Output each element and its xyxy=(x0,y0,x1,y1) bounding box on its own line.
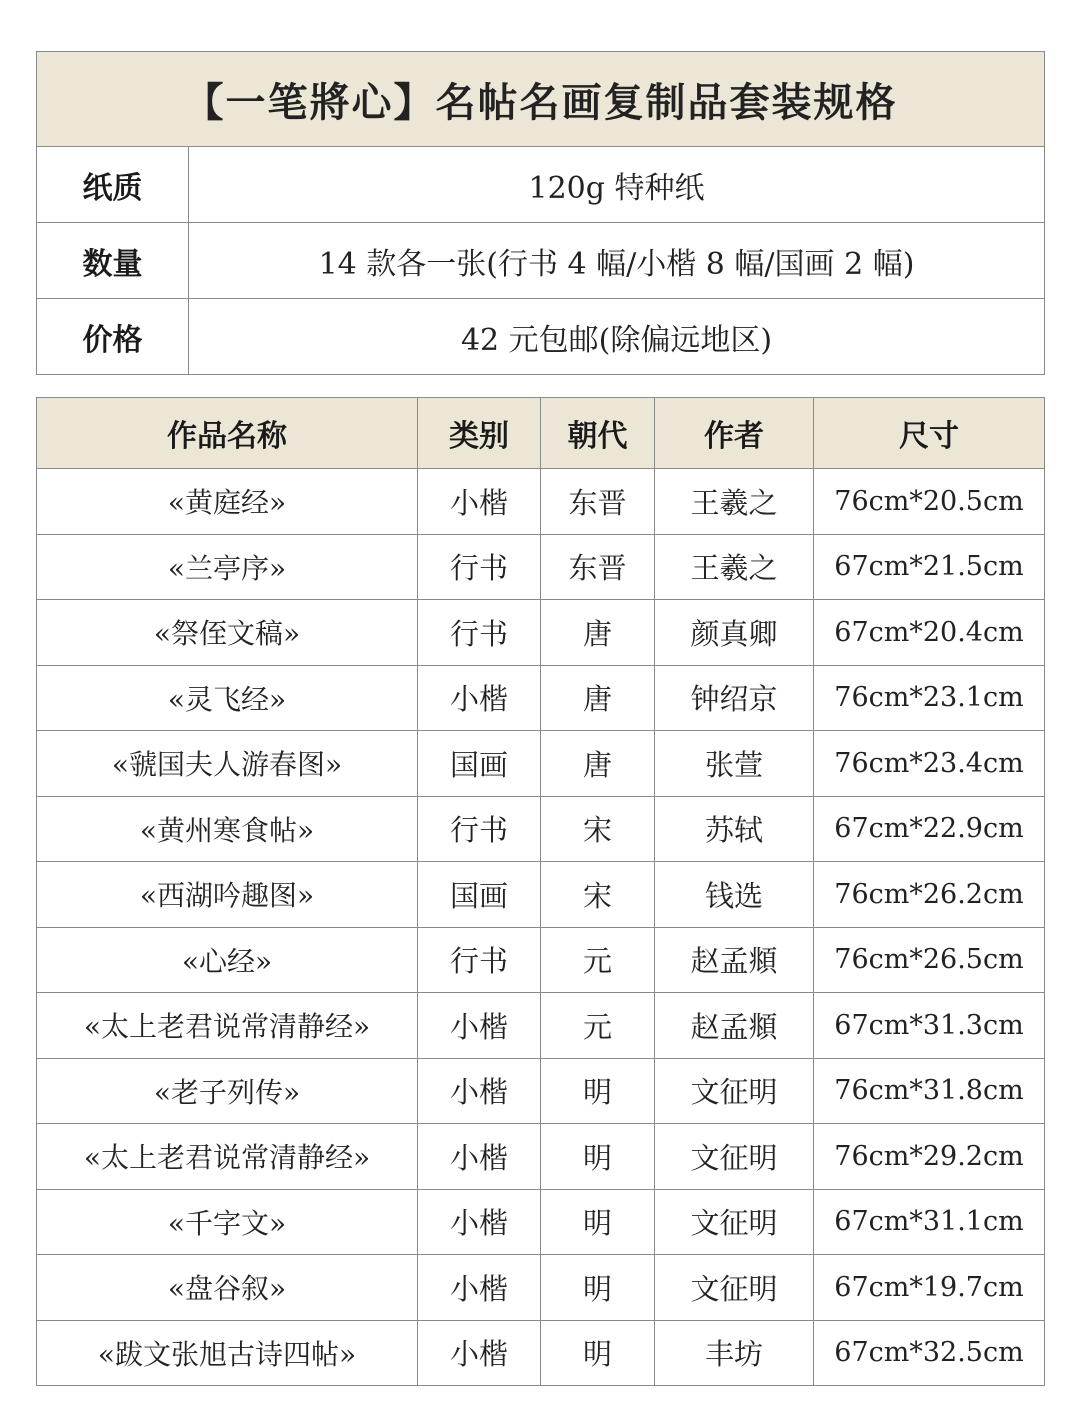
work-author: 文征明 xyxy=(655,1058,814,1124)
work-category: 行书 xyxy=(418,927,541,993)
work-category: 小楷 xyxy=(418,665,541,731)
work-name: «黄庭经» xyxy=(37,469,418,535)
work-name: «盘谷叙» xyxy=(37,1255,418,1321)
work-author: 文征明 xyxy=(655,1255,814,1321)
work-name: «祭侄文稿» xyxy=(37,600,418,666)
table-row xyxy=(37,1058,1045,1124)
spec-row-paper xyxy=(37,147,1045,223)
work-author: 王羲之 xyxy=(655,534,814,600)
work-category: 行书 xyxy=(418,534,541,600)
work-size: 76cm*23.1cm xyxy=(814,665,1045,731)
spec-value-quantity: 14 款各一张(行书 4 幅/小楷 8 幅/国画 2 幅) xyxy=(189,223,1045,299)
work-size: 76cm*20.5cm xyxy=(814,469,1045,535)
table-row xyxy=(37,927,1045,993)
spec-table xyxy=(36,51,1045,375)
spec-value-price: 42 元包邮(除偏远地区) xyxy=(189,299,1045,375)
header-author: 作者 xyxy=(655,398,814,469)
spec-label-quantity: 数量 xyxy=(37,223,189,299)
work-name: «老子列传» xyxy=(37,1058,418,1124)
table-row xyxy=(37,1320,1045,1386)
work-name: «灵飞经» xyxy=(37,665,418,731)
work-dynasty: 明 xyxy=(541,1255,655,1321)
work-name: «心经» xyxy=(37,927,418,993)
work-dynasty: 宋 xyxy=(541,862,655,928)
spec-row-price xyxy=(37,299,1045,375)
work-size: 67cm*32.5cm xyxy=(814,1320,1045,1386)
table-row xyxy=(37,796,1045,862)
header-name: 作品名称 xyxy=(37,398,418,469)
work-dynasty: 明 xyxy=(541,1058,655,1124)
table-row xyxy=(37,534,1045,600)
work-size: 76cm*23.4cm xyxy=(814,731,1045,797)
work-dynasty: 唐 xyxy=(541,600,655,666)
work-size: 76cm*29.2cm xyxy=(814,1124,1045,1190)
work-name: «黄州寒食帖» xyxy=(37,796,418,862)
spec-title: 【一笔將心】名帖名画复制品套装规格 xyxy=(37,52,1045,147)
work-author: 文征明 xyxy=(655,1189,814,1255)
work-size: 67cm*19.7cm xyxy=(814,1255,1045,1321)
work-category: 行书 xyxy=(418,796,541,862)
work-category: 小楷 xyxy=(418,993,541,1059)
works-body xyxy=(37,469,1045,1386)
works-header-row xyxy=(37,398,1045,469)
work-author: 赵孟頫 xyxy=(655,993,814,1059)
work-dynasty: 唐 xyxy=(541,731,655,797)
table-row xyxy=(37,469,1045,535)
work-author: 赵孟頫 xyxy=(655,927,814,993)
work-name: «跋文张旭古诗四帖» xyxy=(37,1320,418,1386)
spec-row-quantity xyxy=(37,223,1045,299)
table-row xyxy=(37,1255,1045,1321)
table-row xyxy=(37,1189,1045,1255)
work-name: «太上老君说常清静经» xyxy=(37,993,418,1059)
work-dynasty: 明 xyxy=(541,1189,655,1255)
table-row xyxy=(37,993,1045,1059)
spec-label-price: 价格 xyxy=(37,299,189,375)
work-dynasty: 东晋 xyxy=(541,534,655,600)
table-row xyxy=(37,600,1045,666)
work-size: 67cm*21.5cm xyxy=(814,534,1045,600)
work-dynasty: 东晋 xyxy=(541,469,655,535)
work-dynasty: 元 xyxy=(541,993,655,1059)
work-size: 76cm*31.8cm xyxy=(814,1058,1045,1124)
header-dynasty: 朝代 xyxy=(541,398,655,469)
spec-title-row xyxy=(37,52,1045,147)
work-size: 67cm*31.3cm xyxy=(814,993,1045,1059)
work-category: 小楷 xyxy=(418,1255,541,1321)
table-row xyxy=(37,862,1045,928)
work-dynasty: 唐 xyxy=(541,665,655,731)
work-size: 67cm*20.4cm xyxy=(814,600,1045,666)
work-author: 张萱 xyxy=(655,731,814,797)
work-name: «千字文» xyxy=(37,1189,418,1255)
work-name: «西湖吟趣图» xyxy=(37,862,418,928)
spec-value-paper: 120g 特种纸 xyxy=(189,147,1045,223)
work-dynasty: 明 xyxy=(541,1124,655,1190)
work-size: 67cm*31.1cm xyxy=(814,1189,1045,1255)
work-name: «虢国夫人游春图» xyxy=(37,731,418,797)
work-author: 苏轼 xyxy=(655,796,814,862)
work-author: 丰坊 xyxy=(655,1320,814,1386)
work-author: 颜真卿 xyxy=(655,600,814,666)
work-name: «太上老君说常清静经» xyxy=(37,1124,418,1190)
header-size: 尺寸 xyxy=(814,398,1045,469)
work-category: 行书 xyxy=(418,600,541,666)
work-dynasty: 宋 xyxy=(541,796,655,862)
work-category: 小楷 xyxy=(418,1320,541,1386)
work-size: 67cm*22.9cm xyxy=(814,796,1045,862)
table-row xyxy=(37,1124,1045,1190)
table-row xyxy=(37,731,1045,797)
work-size: 76cm*26.2cm xyxy=(814,862,1045,928)
header-category: 类别 xyxy=(418,398,541,469)
work-author: 钱选 xyxy=(655,862,814,928)
work-category: 国画 xyxy=(418,731,541,797)
table-row xyxy=(37,665,1045,731)
work-category: 小楷 xyxy=(418,1058,541,1124)
work-dynasty: 元 xyxy=(541,927,655,993)
work-name: «兰亭序» xyxy=(37,534,418,600)
work-category: 小楷 xyxy=(418,1124,541,1190)
work-author: 钟绍京 xyxy=(655,665,814,731)
spec-label-paper: 纸质 xyxy=(37,147,189,223)
work-category: 小楷 xyxy=(418,469,541,535)
work-category: 国画 xyxy=(418,862,541,928)
work-dynasty: 明 xyxy=(541,1320,655,1386)
work-size: 76cm*26.5cm xyxy=(814,927,1045,993)
work-author: 王羲之 xyxy=(655,469,814,535)
works-table xyxy=(36,397,1045,1386)
work-author: 文征明 xyxy=(655,1124,814,1190)
work-category: 小楷 xyxy=(418,1189,541,1255)
